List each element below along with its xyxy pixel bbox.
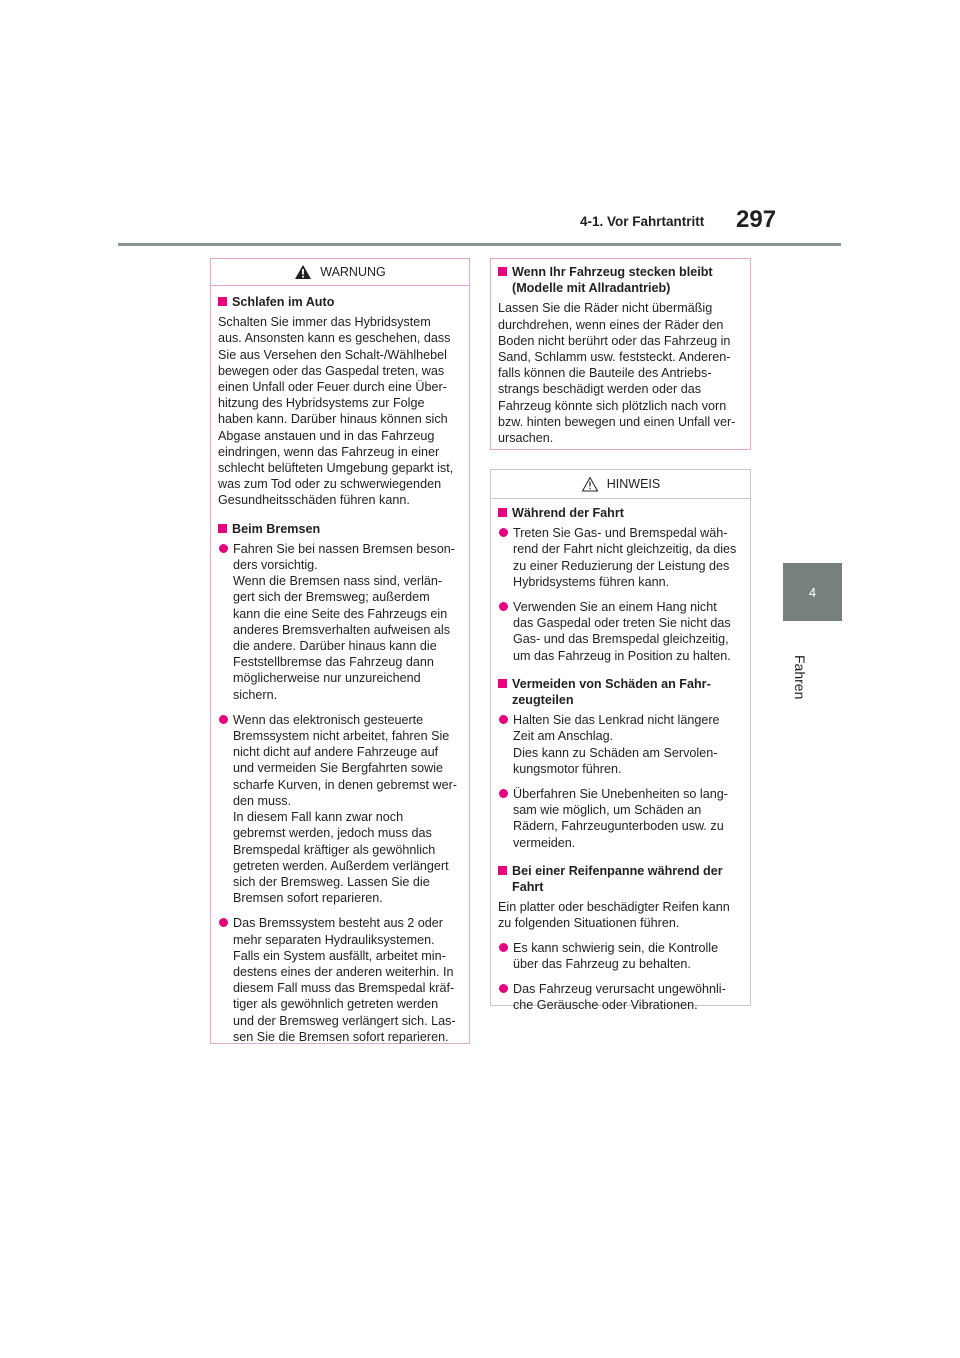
square-bullet-icon (498, 679, 507, 688)
round-bullet-icon (219, 918, 228, 927)
warning-body (211, 286, 469, 1060)
warning-continuation-box (490, 258, 751, 450)
round-bullet-icon (499, 715, 508, 724)
caution-triangle-outline-icon (581, 476, 599, 492)
square-bullet-icon (218, 297, 227, 306)
section-heading: Schlafen im Auto (218, 294, 463, 310)
list-item: Wenn das elektronisch gesteuerte Bremssystem nicht arbeitet, fahren Sie nicht dicht auf andere Fahrzeuge auf und vermeiden Sie Bergfahrten sowie scharfe Kurven, in denen gebremst wer- den muss. In diesem Fall kann zwar noch gebremst werden, jedoch muss das Bremspedal kräftiger als gewöhnlich getreten werden. Außerdem verlängert sich der Bremsweg. Lassen Sie die Bremsen sofort reparieren. (218, 712, 463, 906)
list-item: Es kann schwierig sein, die Kontrolle über das Fahrzeug zu behalten. (498, 940, 744, 972)
warning-header (211, 259, 469, 286)
list-item: Treten Sie Gas- und Bremspedal wäh- rend der Fahrt nicht gleichzeitig, da dies zu einer Reduzierung der Leistung des Hybridsystems führen kann. (498, 525, 744, 590)
chapter-tab: 4 (783, 563, 842, 621)
list-item: Das Fahrzeug verursacht ungewöhnli- che Geräusche oder Vibrationen. (498, 981, 744, 1013)
square-bullet-icon (218, 524, 227, 533)
square-bullet-icon (498, 866, 507, 875)
list-item: Verwenden Sie an einem Hang nicht das Gaspedal oder treten Sie nicht das Gas- und das Bremspedal gleichzeitig, um das Fahrzeug in Position zu halten. (498, 599, 744, 664)
round-bullet-icon (219, 715, 228, 724)
round-bullet-icon (499, 943, 508, 952)
section-heading: Bei einer Reifenpanne während der Fahrt (498, 863, 744, 895)
round-bullet-icon (499, 789, 508, 798)
page-number: 297 (736, 206, 777, 233)
warning-title: WARNUNG (320, 265, 386, 279)
round-bullet-icon (499, 528, 508, 537)
section-text: Schalten Sie immer das Hybridsystem aus. Ansonsten kann es geschehen, dass Sie aus Versehen den Schalt-/Wählhebel bewegen oder das Gaspedal treten, was einen Unfall oder Feuer durch eine Über- hitzung des Hybridsystems zur Folge haben kann. Darüber hinaus können sich Abgase anstauen und in das Fahrzeug eindringen, wenn das Fahrzeug in einer schlecht belüfteten Umgebung geparkt ist, was zum Tod oder zu schwerwiegenden Gesundheitsschäden führen kann. (218, 315, 454, 508)
round-bullet-icon (499, 984, 508, 993)
section-title: 4-1. Vor Fahrtantritt (580, 214, 705, 229)
list-item: Das Bremssystem besteht aus 2 oder mehr separaten Hydrauliksystemen. Falls ein System ausfällt, arbeitet min- destens eines der anderen weiterhin. In diesem Fall muss das Bremspedal kräf- tiger als gewöhnlich getreten werden und der Bremsweg verlängert sich. Las- sen Sie die Bremsen sofort reparieren. (218, 915, 463, 1045)
section-heading: Während der Fahrt (498, 505, 744, 521)
section-text: Lassen Sie die Räder nicht übermäßig durchdrehen, wenn eines der Räder den Boden nicht berührt oder das Fahrzeug in Sand, Schlamm usw. feststeckt. Anderen- falls können die Bauteile des Antriebs- strangs beschädigt werden oder das Fahrzeug könnte sich plötzlich nach vorn bzw. hinten bewegen und einen Unfall ver- ursachen. (498, 301, 736, 446)
section-heading: Beim Bremsen (218, 521, 463, 537)
header-divider (118, 243, 841, 246)
square-bullet-icon (498, 267, 507, 276)
chapter-label: Fahren (792, 655, 808, 700)
notice-body (491, 499, 750, 1028)
section-heading: Vermeiden von Schäden an Fahr- zeugteilen (498, 676, 744, 708)
section-text: Ein platter oder beschädigter Reifen kann zu folgenden Situationen führen. (498, 900, 730, 931)
section-heading: Wenn Ihr Fahrzeug stecken bleibt (Modelle mit Allradantrieb) (498, 264, 744, 296)
notice-header (491, 470, 750, 499)
notice-title: HINWEIS (606, 477, 661, 491)
round-bullet-icon (219, 544, 228, 553)
warning-box (210, 258, 470, 1044)
warning-triangle-icon (294, 264, 312, 280)
list-item: Überfahren Sie Unebenheiten so lang- sam wie möglich, um Schäden an Rädern, Fahrzeugunterboden usw. zu vermeiden. (498, 786, 744, 851)
list-item: Fahren Sie bei nassen Bremsen beson- ders vorsichtig. Wenn die Bremsen nass sind, verlän- gert sich der Bremsweg; außerdem kann die eine Seite des Fahrzeugs ein anderes Bremsverhalten aufweisen als die andere. Darüber hinaus kann die Feststellbremse das Fahrzeug dann möglicherweise nur unzureichend sichern. (218, 541, 463, 703)
list-item: Halten Sie das Lenkrad nicht längere Zeit am Anschlag. Dies kann zu Schäden am Servolen- kungsmotor führen. (498, 712, 744, 777)
square-bullet-icon (498, 508, 507, 517)
notice-box (490, 469, 751, 1013)
round-bullet-icon (499, 602, 508, 611)
